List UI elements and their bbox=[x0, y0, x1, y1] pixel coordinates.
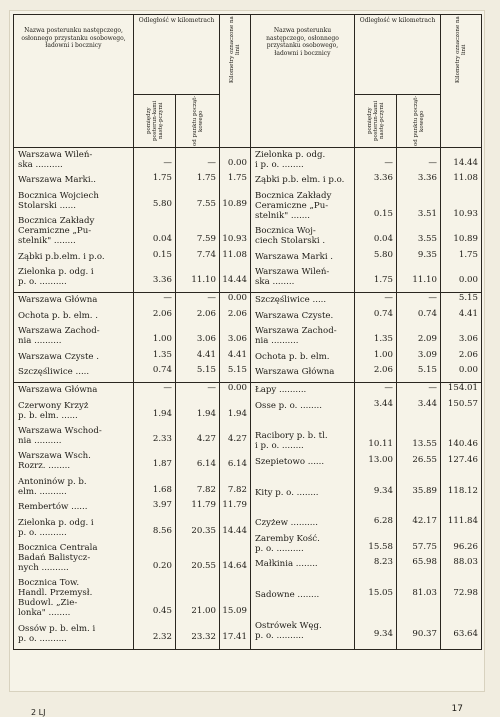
line-km: 3.06 bbox=[458, 334, 478, 345]
station-column-right bbox=[251, 148, 355, 293]
station-column-right bbox=[251, 383, 355, 650]
line-km: 15.09 bbox=[222, 606, 247, 617]
distance-from-start: 6.14 bbox=[196, 459, 216, 470]
distance-between: 2.06 bbox=[152, 308, 172, 319]
line-km: 10.93 bbox=[453, 208, 478, 219]
station-name: Antoninów p. b. elm. .......... bbox=[18, 476, 87, 497]
distance-from-start bbox=[397, 470, 437, 485]
timetable-page bbox=[9, 10, 485, 717]
header-distance-right: Odległość w kilometrach bbox=[355, 15, 441, 95]
station-name: Bocznica Wojciech Stolarski ...... bbox=[18, 190, 99, 211]
station-name: Zielonka p. odg. i p. o. .......... bbox=[18, 517, 94, 538]
distance-from-start: 4.27 bbox=[196, 434, 216, 445]
distance-from-start: 23.32 bbox=[191, 631, 216, 642]
distance-between: 9.34 bbox=[373, 485, 393, 496]
distance-from-start: — bbox=[207, 158, 216, 168]
distance-between: 0.04 bbox=[152, 234, 172, 245]
distance-from-start: 21.00 bbox=[191, 606, 216, 617]
distance-from-start: — bbox=[428, 383, 437, 394]
station-name: Rembertów ...... bbox=[18, 502, 88, 513]
line-km: 0.00 bbox=[458, 364, 478, 375]
distance-between: 0.04 bbox=[373, 234, 393, 245]
distance-between: 8.23 bbox=[373, 557, 393, 568]
station-name: Bocznica Zakłady Ceramiczne „Pu- stelnik" ....... bbox=[255, 190, 332, 221]
distance-between: 1.94 bbox=[152, 408, 172, 419]
distance-from-start: — bbox=[207, 293, 216, 304]
distance-between bbox=[355, 573, 393, 588]
distance-between: 3.36 bbox=[152, 274, 172, 285]
station-name bbox=[255, 605, 351, 620]
station-name: Zielonka p. odg. i p. o. ........ bbox=[255, 150, 326, 170]
station-name bbox=[255, 503, 351, 518]
line-km: 0.00 bbox=[227, 158, 247, 168]
station-name: Ostrówek Węg. p. o. .......... bbox=[255, 620, 322, 641]
station-column-left bbox=[14, 293, 134, 383]
distance-between: 10.11 bbox=[368, 439, 393, 450]
distance-between: 1.35 bbox=[373, 334, 393, 345]
station-name: Zaremby Kość. p. o. .......... bbox=[255, 533, 320, 554]
station-name: Zielonka p. odg. i p. o. .......... bbox=[18, 266, 94, 287]
station-column-right bbox=[251, 293, 355, 383]
distance-from-start: 3.09 bbox=[417, 349, 437, 360]
distance-from-start: 3.36 bbox=[417, 173, 437, 184]
footer-mark: 2 LJ bbox=[31, 708, 46, 717]
header-from-start-right: od punktu począt-kowego bbox=[397, 95, 441, 148]
distance-column-b-left bbox=[176, 383, 220, 650]
distance-column-b-right bbox=[397, 293, 441, 383]
distance-between: 8.56 bbox=[152, 525, 172, 536]
distance-from-start bbox=[397, 501, 437, 516]
distance-between: 15.58 bbox=[368, 541, 393, 552]
line-km: 3.06 bbox=[227, 334, 247, 345]
distance-from-start bbox=[397, 414, 437, 429]
distance-between: 2.06 bbox=[373, 364, 393, 375]
distance-between: — bbox=[384, 293, 393, 304]
table-section bbox=[14, 383, 482, 650]
station-name: Warszawa Zachod- nia .......... bbox=[18, 326, 100, 347]
station-name: Szczęśliwice ..... bbox=[18, 366, 90, 377]
distance-between bbox=[355, 501, 393, 516]
line-km: 14.64 bbox=[222, 561, 247, 572]
station-name: Kity p. o. ........ bbox=[255, 487, 319, 498]
distance-from-start: — bbox=[428, 158, 437, 168]
station-name: Małkinia ........ bbox=[255, 559, 318, 570]
distance-from-start: 11.79 bbox=[191, 500, 216, 511]
distance-between: 1.75 bbox=[373, 274, 393, 285]
station-name: Racibory p. b. tl. i p. o. ........ bbox=[255, 431, 328, 452]
line-km: 88.03 bbox=[453, 557, 478, 568]
station-name: Warszawa Wileń- ska .......... bbox=[18, 150, 93, 170]
page-number: 17 bbox=[451, 704, 463, 714]
distance-table bbox=[13, 14, 482, 650]
distance-between: 1.75 bbox=[152, 173, 172, 184]
line-km: 0.00 bbox=[227, 293, 247, 304]
distance-between: 5.80 bbox=[152, 198, 172, 209]
station-name bbox=[255, 575, 351, 590]
station-name: Warszawa Wsch. Rozrz. ........ bbox=[18, 451, 91, 472]
distance-between: 2.33 bbox=[152, 434, 172, 445]
distance-between bbox=[355, 414, 393, 429]
station-name: Ochota p. b. elm. bbox=[255, 351, 330, 362]
header-from-start-left: od punktu począt-kowego bbox=[176, 95, 220, 148]
table-section bbox=[14, 148, 482, 293]
line-km: 140.46 bbox=[447, 439, 478, 450]
station-name: Czyżew .......... bbox=[255, 518, 318, 529]
station-name: Bocznica Tow. Handl. Przemysł. Budowl. „Zie- lonka" ........ bbox=[18, 578, 93, 619]
station-name: Warszawa Zachod- nia .......... bbox=[255, 326, 337, 347]
station-name bbox=[255, 472, 351, 487]
distance-from-start: 3.06 bbox=[196, 334, 216, 345]
line-km: 4.41 bbox=[458, 308, 478, 319]
distance-from-start: 57.75 bbox=[412, 541, 437, 552]
distance-from-start: 7.59 bbox=[196, 234, 216, 245]
line-km: 2.06 bbox=[458, 349, 478, 360]
line-km: 111.84 bbox=[447, 516, 478, 527]
distance-from-start: 9.35 bbox=[417, 249, 437, 260]
distance-from-start: 42.17 bbox=[412, 516, 437, 527]
line-km: 14.44 bbox=[222, 274, 247, 285]
distance-column-b-right bbox=[397, 383, 441, 650]
distance-from-start: 7.74 bbox=[196, 249, 216, 260]
station-name: Ząbki p.b. elm. i p.o. bbox=[255, 175, 345, 186]
distance-between: 3.44 bbox=[373, 398, 393, 409]
distance-from-start bbox=[397, 573, 437, 588]
distance-from-start: 20.55 bbox=[191, 561, 216, 572]
distance-column-c-left bbox=[220, 293, 251, 383]
distance-between: 1.00 bbox=[373, 349, 393, 360]
line-km: 4.41 bbox=[227, 349, 247, 360]
station-column-left bbox=[14, 383, 134, 650]
line-km: 63.64 bbox=[453, 628, 478, 639]
distance-from-start: 0.74 bbox=[417, 308, 437, 319]
station-name: Warszawa Główna bbox=[255, 366, 335, 377]
distance-from-start: 4.41 bbox=[196, 349, 216, 360]
station-name: Warszawa Główna bbox=[18, 385, 98, 396]
station-name: Sadowne ........ bbox=[255, 589, 320, 600]
line-km bbox=[441, 603, 478, 618]
table-section bbox=[14, 293, 482, 383]
distance-column-a-left bbox=[134, 383, 176, 650]
line-km: 72.98 bbox=[453, 587, 478, 598]
line-km bbox=[441, 501, 478, 516]
station-name: Łapy .......... bbox=[255, 385, 307, 396]
distance-column-c-right bbox=[441, 293, 482, 383]
station-name: Warszawa Czyste . bbox=[18, 351, 99, 362]
distance-from-start: 2.09 bbox=[417, 334, 437, 345]
distance-between: — bbox=[163, 158, 172, 168]
distance-between: 2.32 bbox=[152, 631, 172, 642]
line-km: 5.15 bbox=[227, 364, 247, 375]
distance-between: 3.97 bbox=[152, 500, 172, 511]
line-km bbox=[441, 470, 478, 485]
line-km: 14.44 bbox=[453, 158, 478, 168]
line-km: 10.89 bbox=[453, 234, 478, 245]
distance-between: — bbox=[163, 383, 172, 394]
distance-from-start: — bbox=[428, 293, 437, 304]
line-km: 7.82 bbox=[227, 484, 247, 495]
station-column-left bbox=[14, 148, 134, 293]
distance-from-start: 20.35 bbox=[191, 525, 216, 536]
station-name: Bocznica Zakłady Ceramiczne „Pu- stelnik" ........ bbox=[18, 216, 95, 247]
line-km: 118.12 bbox=[447, 485, 478, 496]
distance-column-b-left bbox=[176, 148, 220, 293]
line-km: 11.79 bbox=[222, 500, 247, 511]
distance-between: 3.36 bbox=[373, 173, 393, 184]
line-km: 10.89 bbox=[222, 198, 247, 209]
line-km: 154.01 bbox=[447, 383, 478, 394]
header-line-km-right: Kilometry oznaczone na linii bbox=[441, 15, 482, 148]
distance-between: 0.45 bbox=[152, 606, 172, 617]
header-distance-left: Odległość w kilometrach bbox=[134, 15, 220, 95]
distance-between: 15.05 bbox=[368, 587, 393, 598]
distance-between: 0.15 bbox=[373, 208, 393, 219]
station-name: Warszawa Główna bbox=[18, 295, 98, 306]
station-name: Warszawa Wileń- ska ........ bbox=[255, 266, 330, 287]
distance-from-start: 90.37 bbox=[412, 628, 437, 639]
distance-between bbox=[355, 603, 393, 618]
distance-between: 0.74 bbox=[373, 308, 393, 319]
distance-from-start: — bbox=[207, 383, 216, 394]
station-name: Szczęśliwice ..... bbox=[255, 295, 327, 306]
distance-between: 0.20 bbox=[152, 561, 172, 572]
station-name: Warszawa Marki.. bbox=[18, 175, 97, 186]
distance-from-start: 26.55 bbox=[412, 454, 437, 465]
line-km: 11.08 bbox=[453, 173, 478, 184]
distance-between bbox=[355, 470, 393, 485]
distance-between: 1.87 bbox=[152, 459, 172, 470]
line-km: 5.15 bbox=[458, 293, 478, 304]
station-name bbox=[255, 416, 351, 431]
line-km: 4.27 bbox=[227, 434, 247, 445]
station-name: Warszawa Wschod- nia .......... bbox=[18, 426, 102, 447]
line-km bbox=[441, 414, 478, 429]
line-km: 10.93 bbox=[222, 234, 247, 245]
distance-between: 9.34 bbox=[373, 628, 393, 639]
distance-from-start: 3.51 bbox=[417, 208, 437, 219]
station-name: Bocznica Centrala Badań Balistycz- nych .......... bbox=[18, 543, 98, 574]
distance-column-c-left bbox=[220, 383, 251, 650]
distance-column-c-right bbox=[441, 148, 482, 293]
distance-from-start: 65.98 bbox=[412, 557, 437, 568]
station-name: Ochota p. b. elm. . bbox=[18, 310, 98, 321]
distance-between: 13.00 bbox=[368, 454, 393, 465]
distance-from-start: 3.55 bbox=[417, 234, 437, 245]
station-name: Bocznica Woj- ciech Stolarski . bbox=[255, 226, 326, 247]
line-km: 1.94 bbox=[227, 408, 247, 419]
distance-between: 0.74 bbox=[152, 364, 172, 375]
line-km: 150.57 bbox=[447, 398, 478, 409]
distance-from-start: 2.06 bbox=[196, 308, 216, 319]
line-km: 6.14 bbox=[227, 459, 247, 470]
distance-column-b-left bbox=[176, 293, 220, 383]
line-km: 11.08 bbox=[222, 249, 247, 260]
station-name: Szepietowo ...... bbox=[255, 456, 325, 467]
station-name: Czerwony Krzyż p. b. elm. ...... bbox=[18, 400, 89, 421]
distance-column-c-right bbox=[441, 383, 482, 650]
line-km: 0.00 bbox=[458, 274, 478, 285]
distance-from-start: 81.03 bbox=[412, 587, 437, 598]
distance-between: 5.80 bbox=[373, 249, 393, 260]
distance-column-a-right bbox=[355, 148, 397, 293]
station-name: Warszawa Czyste. bbox=[255, 310, 334, 321]
distance-between: 0.15 bbox=[152, 249, 172, 260]
station-name: Osse p. o. ........ bbox=[255, 400, 322, 411]
line-km: 1.75 bbox=[227, 173, 247, 184]
line-km bbox=[441, 573, 478, 588]
line-km: 14.44 bbox=[222, 525, 247, 536]
distance-from-start: 35.89 bbox=[412, 485, 437, 496]
distance-from-start: 13.55 bbox=[412, 439, 437, 450]
distance-from-start: 11.10 bbox=[412, 274, 437, 285]
header-between-left: pomiędzy posterun-kami nastę-pczymi bbox=[134, 95, 176, 148]
distance-column-a-left bbox=[134, 293, 176, 383]
line-km: 2.06 bbox=[227, 308, 247, 319]
distance-from-start: 11.10 bbox=[191, 274, 216, 285]
station-name: Ossów p. b. elm. i p. o. .......... bbox=[18, 623, 96, 644]
distance-from-start: 1.94 bbox=[196, 408, 216, 419]
distance-between: — bbox=[163, 293, 172, 304]
distance-from-start bbox=[397, 603, 437, 618]
distance-between: 1.35 bbox=[152, 349, 172, 360]
distance-column-b-right bbox=[397, 148, 441, 293]
line-km: 96.26 bbox=[453, 541, 478, 552]
distance-from-start: 3.44 bbox=[417, 398, 437, 409]
line-km: 0.00 bbox=[227, 383, 247, 394]
distance-between: 6.28 bbox=[373, 516, 393, 527]
distance-column-a-left bbox=[134, 148, 176, 293]
distance-column-a-right bbox=[355, 383, 397, 650]
header-name-right: Nazwa posterunku następczego, osłonnego przystanku osobowego, ładowni i bocznicy bbox=[251, 15, 355, 148]
header-between-right: pomiędzy posterun-kami nastę-pczymi bbox=[355, 95, 397, 148]
distance-between: 1.68 bbox=[152, 484, 172, 495]
distance-between: — bbox=[384, 158, 393, 168]
distance-between: — bbox=[384, 383, 393, 394]
distance-from-start: 7.55 bbox=[196, 198, 216, 209]
header-name-left: Nazwa posterunku następczego, osłonnego przystanku osobowego, ładowni i bocznicy bbox=[14, 15, 134, 148]
line-km: 17.41 bbox=[222, 631, 247, 642]
distance-between: 1.00 bbox=[152, 334, 172, 345]
distance-from-start: 5.15 bbox=[417, 364, 437, 375]
distance-from-start: 7.82 bbox=[196, 484, 216, 495]
station-name: Warszawa Marki . bbox=[255, 251, 334, 262]
line-km: 127.46 bbox=[447, 454, 478, 465]
header-line-km-left: Kilometry oznaczone na linii bbox=[220, 15, 251, 148]
station-name: Ząbki p.b.elm. i p.o. bbox=[18, 251, 105, 262]
line-km: 1.75 bbox=[458, 249, 478, 260]
distance-column-c-left bbox=[220, 148, 251, 293]
distance-from-start: 1.75 bbox=[196, 173, 216, 184]
distance-from-start: 5.15 bbox=[196, 364, 216, 375]
distance-column-a-right bbox=[355, 293, 397, 383]
